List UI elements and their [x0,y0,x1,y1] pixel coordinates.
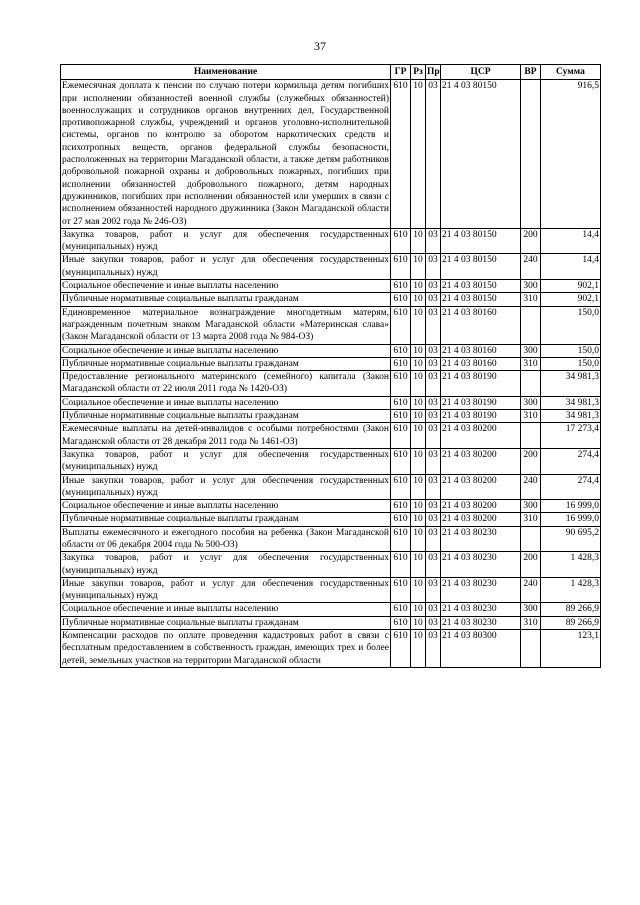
cell-pr: 03 [426,526,441,552]
cell-sum: 902,1 [541,293,601,306]
cell-pr: 03 [426,552,441,578]
cell-vr [521,80,541,229]
cell-vr: 200 [521,448,541,474]
cell-csr: 21 4 03 80230 [441,577,521,603]
cell-pr: 03 [426,228,441,254]
cell-sum: 916,5 [541,80,601,229]
cell-sum: 123,1 [541,630,601,668]
table-row [61,357,601,370]
cell-pr: 03 [426,371,441,397]
column-header-sum: Сумма [541,65,601,80]
cell-name: Иные закупки товаров, работ и услуг для обеспечения государственных (муниципальных) нужд [62,578,389,602]
cell-pr: 03 [426,306,441,344]
cell-name: Закупка товаров, работ и услуг для обеспечения государственных (муниципальных) нужд [62,229,389,253]
column-header-csr: ЦСР [441,65,521,80]
cell-pr: 03 [426,616,441,629]
cell-csr: 21 4 03 80150 [441,254,521,280]
cell-rz: 10 [411,228,426,254]
cell-sum: 16 999,0 [541,500,601,513]
cell-csr: 21 4 03 80160 [441,306,521,344]
cell-gr: 610 [391,357,411,370]
cell-pr: 03 [426,280,441,293]
cell-rz: 10 [411,474,426,500]
table-row [61,80,601,229]
page-number: 37 [314,39,326,53]
cell-rz: 10 [411,280,426,293]
cell-gr: 610 [391,293,411,306]
cell-pr: 03 [426,410,441,423]
cell-rz: 10 [411,396,426,409]
cell-vr: 310 [521,293,541,306]
table-row [61,306,601,344]
cell-pr: 03 [426,357,441,370]
cell-sum: 1 428,3 [541,552,601,578]
cell-gr: 610 [391,500,411,513]
cell-csr: 21 4 03 80200 [441,474,521,500]
table-row [61,423,601,449]
cell-name: Закупка товаров, работ и услуг для обеспечения государственных (муниципальных) нужд [62,449,389,473]
cell-csr: 21 4 03 80160 [441,344,521,357]
cell-sum: 34 981,3 [541,410,601,423]
cell-gr: 610 [391,280,411,293]
table-row [61,577,601,603]
cell-gr: 610 [391,423,411,449]
cell-rz: 10 [411,500,426,513]
cell-vr: 200 [521,552,541,578]
cell-rz: 10 [411,630,426,668]
table-row [61,513,601,526]
cell-vr: 300 [521,344,541,357]
cell-gr: 610 [391,80,411,229]
cell-gr: 610 [391,526,411,552]
cell-name: Публичные нормативные социальные выплаты гражданам [61,616,391,629]
cell-gr: 610 [391,306,411,344]
cell-gr: 610 [391,371,411,397]
cell-csr: 21 4 03 80150 [441,80,521,229]
cell-name: Компенсации расходов по оплате проведения кадастровых работ в связи с бесплатным предоставлением в собственность граждан, имеющих трех и более детей, земельных участков на территории Магаданской области [62,631,389,666]
cell-name: Публичные нормативные социальные выплаты гражданам [61,357,391,370]
cell-csr: 21 4 03 80160 [441,357,521,370]
cell-vr [521,306,541,344]
cell-sum: 150,0 [541,306,601,344]
cell-csr: 21 4 03 80230 [441,552,521,578]
cell-gr: 610 [391,448,411,474]
cell-vr: 310 [521,410,541,423]
cell-gr: 610 [391,513,411,526]
cell-rz: 10 [411,254,426,280]
cell-name: Социальное обеспечение и иные выплаты населению [61,603,391,616]
cell-vr: 300 [521,603,541,616]
cell-rz: 10 [411,293,426,306]
cell-pr: 03 [426,344,441,357]
cell-gr: 610 [391,630,411,668]
cell-pr: 03 [426,448,441,474]
cell-sum: 89 266,9 [541,616,601,629]
cell-sum: 89 266,9 [541,603,601,616]
cell-pr: 03 [426,293,441,306]
cell-vr [521,371,541,397]
cell-csr: 21 4 03 80200 [441,423,521,449]
cell-rz: 10 [411,603,426,616]
table-row [61,448,601,474]
cell-csr: 21 4 03 80200 [441,500,521,513]
cell-pr: 03 [426,423,441,449]
cell-name: Закупка товаров, работ и услуг для обеспечения государственных (муниципальных) нужд [62,553,389,576]
column-header-pr: Пр [426,65,441,80]
cell-csr: 21 4 03 80150 [441,293,521,306]
cell-rz: 10 [411,616,426,629]
cell-sum: 274,4 [541,474,601,500]
cell-vr [521,423,541,449]
cell-gr: 610 [391,396,411,409]
cell-vr [521,526,541,552]
cell-pr: 03 [426,80,441,229]
cell-sum: 34 981,3 [541,371,601,397]
cell-name: Социальное обеспечение и иные выплаты населению [61,280,391,293]
cell-gr: 610 [391,254,411,280]
cell-pr: 03 [426,254,441,280]
cell-sum: 14,4 [541,254,601,280]
cell-sum: 14,4 [541,228,601,254]
cell-sum: 274,4 [541,448,601,474]
cell-gr: 610 [391,577,411,603]
cell-vr: 240 [521,474,541,500]
cell-csr: 21 4 03 80200 [441,448,521,474]
table-row [61,552,601,578]
cell-rz: 10 [411,344,426,357]
cell-name: Социальное обеспечение и иные выплаты населению [61,396,391,409]
cell-name: Социальное обеспечение и иные выплаты населению [61,344,391,357]
cell-pr: 03 [426,630,441,668]
cell-sum: 17 273,4 [541,423,601,449]
cell-pr: 03 [426,603,441,616]
cell-sum: 902,1 [541,280,601,293]
cell-vr: 300 [521,280,541,293]
table-row [61,254,601,280]
table-row [61,526,601,552]
cell-rz: 10 [411,448,426,474]
cell-csr: 21 4 03 80190 [441,371,521,397]
cell-sum: 150,0 [541,357,601,370]
cell-sum: 16 999,0 [541,513,601,526]
cell-name: Публичные нормативные социальные выплаты гражданам [61,293,391,306]
table-header-row [61,65,601,80]
cell-pr: 03 [426,577,441,603]
cell-name: Предоставление регионального материнского (семейного) капитала (Закон Магаданской области от 22 июля 2011 года № 1420-ОЗ) [62,372,389,395]
table-row [61,474,601,500]
cell-csr: 21 4 03 80200 [441,513,521,526]
column-header-name: Наименование [61,65,391,80]
cell-rz: 10 [411,80,426,229]
cell-name: Ежемесячная доплата к пенсии по случаю потери кормильца детям погибших при исполнении обязанностей военной службы (служебных обязанностей) военнослужащих и сотрудников органов внутренних дел, Государственной противопожарной службы, учреждений и органов уголовно-исполнительной системы, органов по контролю за оборотом наркотических средств и психотропных веществ, органов федеральной службы безопасности, расположенных на территории Магаданской области, а также детям работников добровольной пожарной охраны и добровольных пожарных, погибших при исполнении обязанностей добровольного пожарного, детям народных дружинников, погибших при исполнении обязанностей или умерших в связи с исполнением обязанностей народного дружинника (Закон Магаданской области от 27 мая 2002 года № 246-ОЗ) [62,81,389,227]
cell-name: Ежемесячные выплаты на детей-инвалидов с особыми потребностями (Закон Магаданской области от 28 декабря 2011 года № 1461-ОЗ) [62,424,389,447]
cell-rz: 10 [411,526,426,552]
table-row [61,500,601,513]
cell-csr: 21 4 03 80230 [441,603,521,616]
cell-pr: 03 [426,396,441,409]
cell-gr: 610 [391,616,411,629]
cell-rz: 10 [411,552,426,578]
table-row [61,280,601,293]
cell-vr: 310 [521,513,541,526]
column-header-gr: ГР [391,65,411,80]
cell-csr: 21 4 03 80190 [441,410,521,423]
cell-csr: 21 4 03 80230 [441,526,521,552]
cell-rz: 10 [411,371,426,397]
table-body [61,80,601,668]
cell-sum: 34 981,3 [541,396,601,409]
cell-pr: 03 [426,500,441,513]
cell-name: Выплаты ежемесячного и ежегодного пособия на ребенка (Закон Магаданской области от 06 декабря 2004 года № 500-ОЗ) [62,527,389,550]
cell-sum: 90 695,2 [541,526,601,552]
cell-vr: 240 [521,577,541,603]
cell-gr: 610 [391,603,411,616]
cell-gr: 610 [391,474,411,500]
column-header-rz: Рз [411,65,426,80]
cell-gr: 610 [391,410,411,423]
table-row [61,293,601,306]
cell-name: Публичные нормативные социальные выплаты гражданам [61,513,391,526]
cell-name: Единовременное материальное вознаграждение многодетным матерям, награжденным почетным знаком Магаданской области «Материнская слава» (Закон Магаданской области от 13 марта 2008 года № 984-ОЗ) [62,307,389,343]
cell-name: Социальное обеспечение и иные выплаты населению [61,500,391,513]
cell-csr: 21 4 03 80190 [441,396,521,409]
table-row [61,630,601,668]
cell-vr: 300 [521,500,541,513]
column-header-vr: ВР [521,65,541,80]
cell-rz: 10 [411,306,426,344]
cell-vr: 240 [521,254,541,280]
cell-csr: 21 4 03 80150 [441,228,521,254]
table-row [61,228,601,254]
cell-pr: 03 [426,474,441,500]
cell-csr: 21 4 03 80300 [441,630,521,668]
table-row [61,616,601,629]
cell-csr: 21 4 03 80230 [441,616,521,629]
cell-name: Иные закупки товаров, работ и услуг для обеспечения государственных (муниципальных) нужд [62,475,389,498]
cell-vr: 310 [521,616,541,629]
cell-vr [521,630,541,668]
cell-name: Публичные нормативные социальные выплаты гражданам [61,410,391,423]
table-row [61,371,601,397]
cell-gr: 610 [391,344,411,357]
cell-rz: 10 [411,577,426,603]
cell-vr: 310 [521,357,541,370]
cell-vr: 300 [521,396,541,409]
table-row [61,396,601,409]
cell-gr: 610 [391,552,411,578]
cell-sum: 150,0 [541,344,601,357]
cell-gr: 610 [391,228,411,254]
cell-sum: 1 428,3 [541,577,601,603]
table-row [61,344,601,357]
cell-pr: 03 [426,513,441,526]
cell-rz: 10 [411,423,426,449]
cell-rz: 10 [411,410,426,423]
cell-csr: 21 4 03 80150 [441,280,521,293]
budget-table [60,64,601,668]
table-row [61,603,601,616]
cell-vr: 200 [521,228,541,254]
cell-rz: 10 [411,357,426,370]
cell-rz: 10 [411,513,426,526]
cell-name: Иные закупки товаров, работ и услуг для обеспечения государственных (муниципальных) нужд [62,255,389,278]
table-row [61,410,601,423]
